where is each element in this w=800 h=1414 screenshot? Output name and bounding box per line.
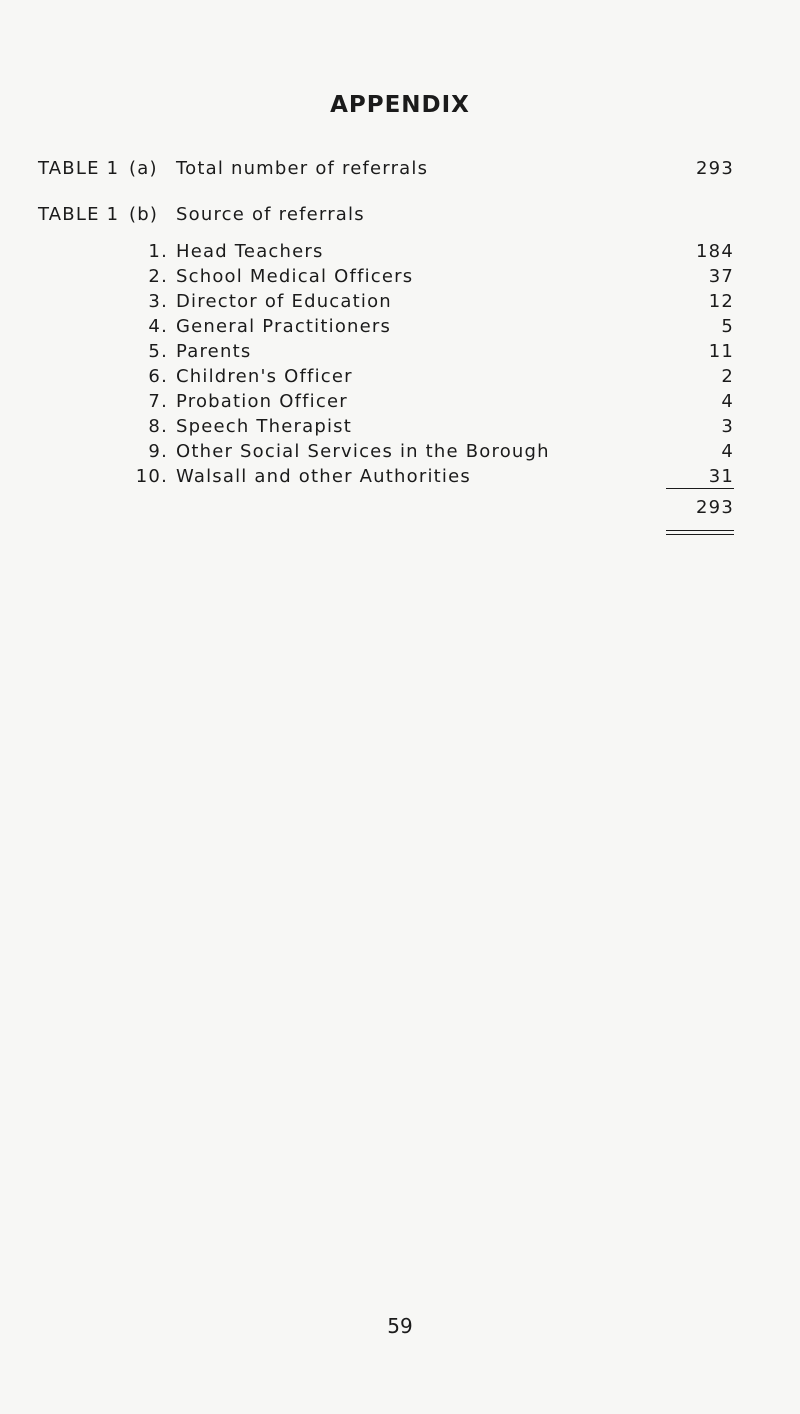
item-label: Children's Officer (176, 366, 353, 387)
item-value: 37 (708, 266, 734, 287)
table-1a-row (0, 158, 800, 184)
list-item (0, 291, 800, 315)
list-item (0, 416, 800, 440)
table-1b-row (0, 204, 800, 230)
item-label: School Medical Officers (176, 266, 414, 287)
item-value: 4 (721, 391, 734, 412)
item-number: 8. (148, 416, 168, 437)
item-label: Speech Therapist (176, 416, 352, 437)
item-label: Director of Education (176, 291, 392, 312)
item-label: Parents (176, 341, 252, 362)
item-number: 4. (148, 316, 168, 337)
list-item (0, 366, 800, 390)
list-item (0, 466, 800, 490)
item-number: 2. (148, 266, 168, 287)
item-value: 4 (721, 441, 734, 462)
page-heading: APPENDIX (330, 92, 470, 118)
item-value: 3 (721, 416, 734, 437)
item-number: 10. (135, 466, 168, 487)
table-1a-title: Total number of referrals (176, 158, 429, 179)
total-value: 293 (696, 497, 734, 518)
item-label: General Practitioners (176, 316, 392, 337)
item-label: Head Teachers (176, 241, 324, 262)
item-value: 12 (708, 291, 734, 312)
table-1a-label: TABLE 1 (38, 158, 120, 179)
table-1a-value: 293 (696, 158, 734, 179)
item-label: Probation Officer (176, 391, 348, 412)
table-1b-label: TABLE 1 (38, 204, 120, 225)
list-item (0, 266, 800, 290)
item-value: 184 (696, 241, 734, 262)
list-item (0, 391, 800, 415)
item-label: Other Social Services in the Borough (176, 441, 550, 462)
item-number: 7. (148, 391, 168, 412)
item-value: 2 (721, 366, 734, 387)
item-number: 5. (148, 341, 168, 362)
list-item (0, 241, 800, 265)
item-number: 3. (148, 291, 168, 312)
list-item (0, 441, 800, 465)
item-label: Walsall and other Authorities (176, 466, 471, 487)
item-value: 31 (708, 466, 734, 487)
table-1b-title: Source of referrals (176, 204, 365, 225)
item-number: 9. (148, 441, 168, 462)
double-rule-bottom (666, 534, 734, 535)
table-1b-sub: (b) (129, 204, 159, 225)
table-1a-sub: (a) (129, 158, 158, 179)
page-number: 59 (387, 1314, 413, 1338)
list-item (0, 316, 800, 340)
item-value: 5 (721, 316, 734, 337)
item-number: 6. (148, 366, 168, 387)
double-rule-top (666, 530, 734, 531)
list-item (0, 341, 800, 365)
item-number: 1. (148, 241, 168, 262)
total-rule (666, 488, 734, 489)
total-row (0, 497, 800, 523)
item-value: 11 (708, 341, 734, 362)
